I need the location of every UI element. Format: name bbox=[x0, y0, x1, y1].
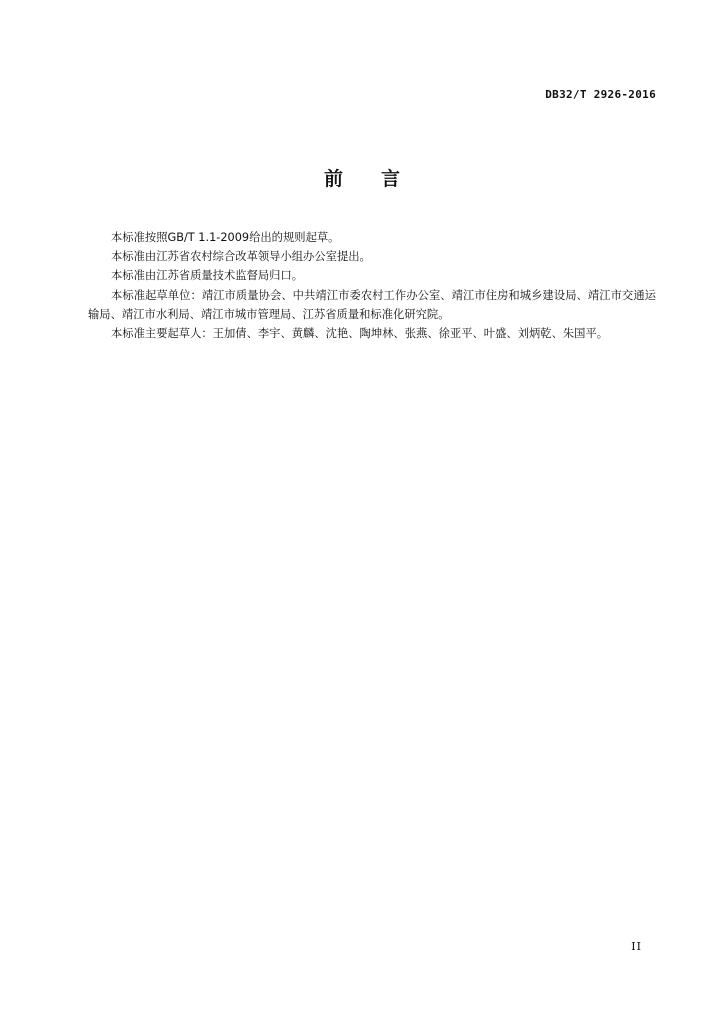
paragraph-drafting-units: 本标准起草单位：靖江市质量协会、中共靖江市委农村工作办公室、靖江市住房和城乡建设局、靖江市交通运输局、靖江市水利局、靖江市城市管理局、江苏省质量和标准化研究院。 bbox=[88, 288, 656, 321]
paragraph-drafters: 本标准主要起草人：王加倩、李宇、黄麟、沈艳、陶坤林、张燕、徐亚平、叶盛、刘炳乾、朱国平。 bbox=[111, 327, 609, 341]
page-number: II bbox=[631, 940, 642, 953]
standard-code: DB32/T 2926-2016 bbox=[545, 88, 656, 101]
page-title: 前 言 bbox=[323, 168, 400, 190]
paragraph-administrator: 本标准由江苏省质量技术监督局归口。 bbox=[111, 269, 304, 283]
paragraph-drafting-rules: 本标准按照GB/T 1.1-2009给出的规则起草。 bbox=[111, 231, 340, 244]
foreword-body bbox=[88, 228, 656, 343]
paragraph-proposer: 本标准由江苏省农村综合改革领导小组办公室提出。 bbox=[111, 250, 371, 264]
